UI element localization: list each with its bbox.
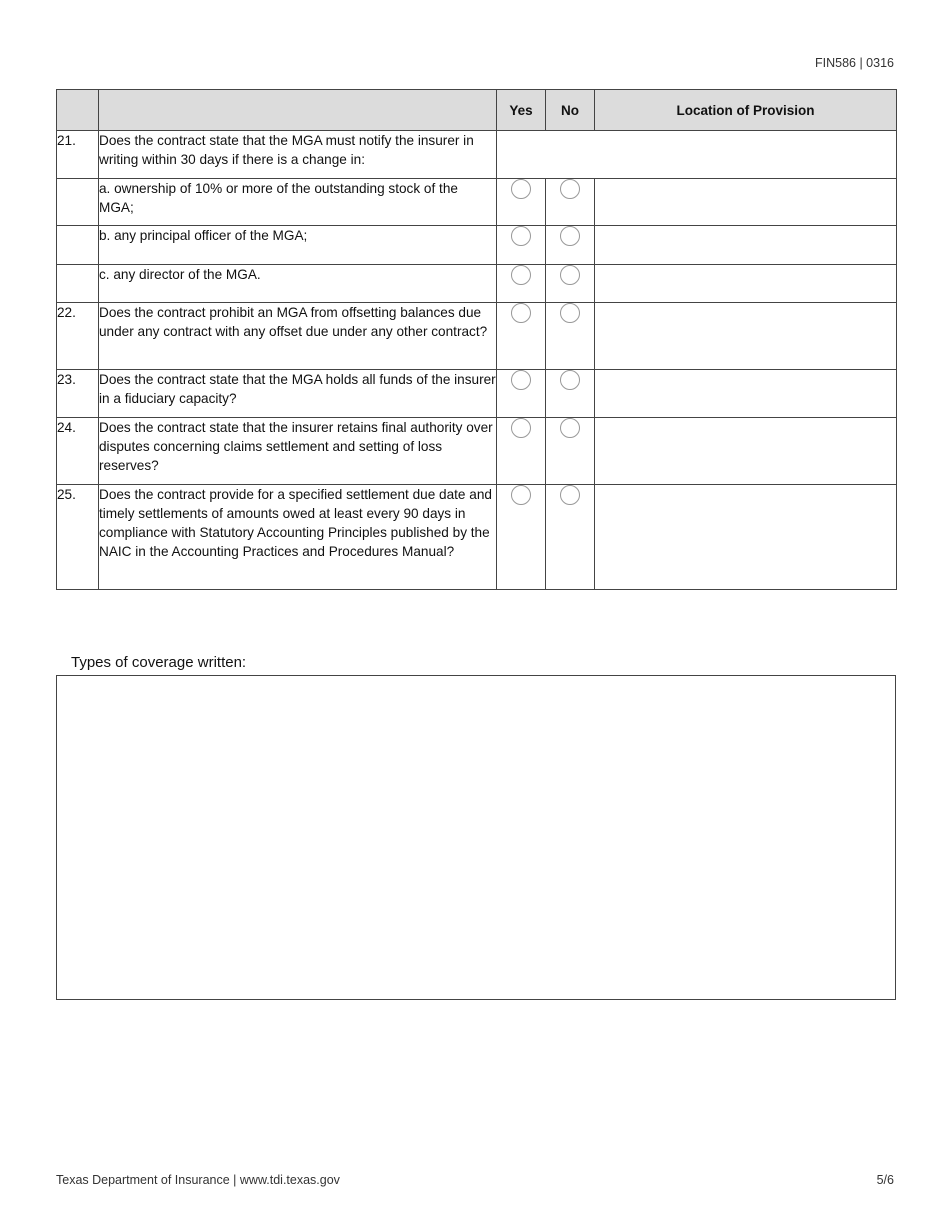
- location-of-provision-field[interactable]: [595, 485, 897, 590]
- location-of-provision-field[interactable]: [595, 418, 897, 485]
- no-cell: [546, 265, 595, 303]
- location-of-provision-field[interactable]: [595, 370, 897, 418]
- no-radio[interactable]: [560, 226, 580, 246]
- table-row: [57, 226, 897, 265]
- question-number: 22.: [57, 303, 99, 370]
- yes-radio[interactable]: [511, 265, 531, 285]
- no-radio[interactable]: [560, 370, 580, 390]
- yes-radio[interactable]: [511, 370, 531, 390]
- no-cell: [546, 370, 595, 418]
- table-row: [57, 370, 897, 418]
- table-row: [57, 418, 897, 485]
- footer-agency: Texas Department of Insurance | www.tdi.texas.gov: [56, 1173, 340, 1187]
- coverage-label: Types of coverage written:: [71, 654, 247, 671]
- table-header-row: [57, 90, 897, 131]
- no-radio[interactable]: [560, 179, 580, 199]
- yes-radio[interactable]: [511, 179, 531, 199]
- question-number: [57, 179, 99, 226]
- no-radio[interactable]: [560, 303, 580, 323]
- no-cell: [546, 179, 595, 226]
- question-text: Does the contract state that the insurer retains final authority over disputes concerning claims settlement and setting of loss reserves?: [99, 418, 497, 485]
- table-row: [57, 485, 897, 590]
- yes-cell: [497, 303, 546, 370]
- location-of-provision-field[interactable]: [595, 226, 897, 265]
- header-location: Location of Provision: [595, 90, 897, 131]
- location-of-provision-field[interactable]: [595, 179, 897, 226]
- header-yes: Yes: [497, 90, 546, 131]
- question-text: Does the contract prohibit an MGA from offsetting balances due under any contract with any offset due under any other contract?: [99, 303, 497, 370]
- yes-cell: [497, 226, 546, 265]
- table-row: [57, 303, 897, 370]
- blank-answer-cell: [497, 131, 897, 179]
- yes-radio[interactable]: [511, 226, 531, 246]
- provision-checklist-table: [56, 89, 897, 590]
- question-text: Does the contract provide for a specified settlement due date and timely settlements of amounts owed at least every 90 days in compliance with Statutory Accounting Principles published by the NAIC in the Accounting Practices and Procedures Manual?: [99, 485, 497, 590]
- yes-radio[interactable]: [511, 418, 531, 438]
- table-row: [57, 179, 897, 226]
- no-radio[interactable]: [560, 418, 580, 438]
- question-text: b. any principal officer of the MGA;: [99, 226, 497, 265]
- question-number: 23.: [57, 370, 99, 418]
- form-id: FIN586 | 0316: [815, 56, 894, 70]
- no-cell: [546, 485, 595, 590]
- header-no: No: [546, 90, 595, 131]
- question-text: Does the contract state that the MGA holds all funds of the insurer in a fiduciary capacity?: [99, 370, 497, 418]
- table-row: [57, 265, 897, 303]
- coverage-text-field[interactable]: [56, 675, 896, 1000]
- no-cell: [546, 303, 595, 370]
- location-of-provision-field[interactable]: [595, 265, 897, 303]
- location-of-provision-field[interactable]: [595, 303, 897, 370]
- yes-cell: [497, 370, 546, 418]
- table-row: [57, 131, 897, 179]
- question-text: a. ownership of 10% or more of the outstanding stock of the MGA;: [99, 179, 497, 226]
- no-cell: [546, 226, 595, 265]
- question-text: Does the contract state that the MGA must notify the insurer in writing within 30 days if there is a change in:: [99, 131, 497, 179]
- question-number: 24.: [57, 418, 99, 485]
- question-number: [57, 265, 99, 303]
- page-number: 5/6: [876, 1173, 894, 1187]
- question-text: c. any director of the MGA.: [99, 265, 497, 303]
- yes-cell: [497, 179, 546, 226]
- header-question: [99, 90, 497, 131]
- header-num: [57, 90, 99, 131]
- question-number: [57, 226, 99, 265]
- no-radio[interactable]: [560, 485, 580, 505]
- yes-cell: [497, 485, 546, 590]
- question-number: 21.: [57, 131, 99, 179]
- yes-radio[interactable]: [511, 303, 531, 323]
- yes-radio[interactable]: [511, 485, 531, 505]
- no-radio[interactable]: [560, 265, 580, 285]
- no-cell: [546, 418, 595, 485]
- yes-cell: [497, 265, 546, 303]
- yes-cell: [497, 418, 546, 485]
- question-number: 25.: [57, 485, 99, 590]
